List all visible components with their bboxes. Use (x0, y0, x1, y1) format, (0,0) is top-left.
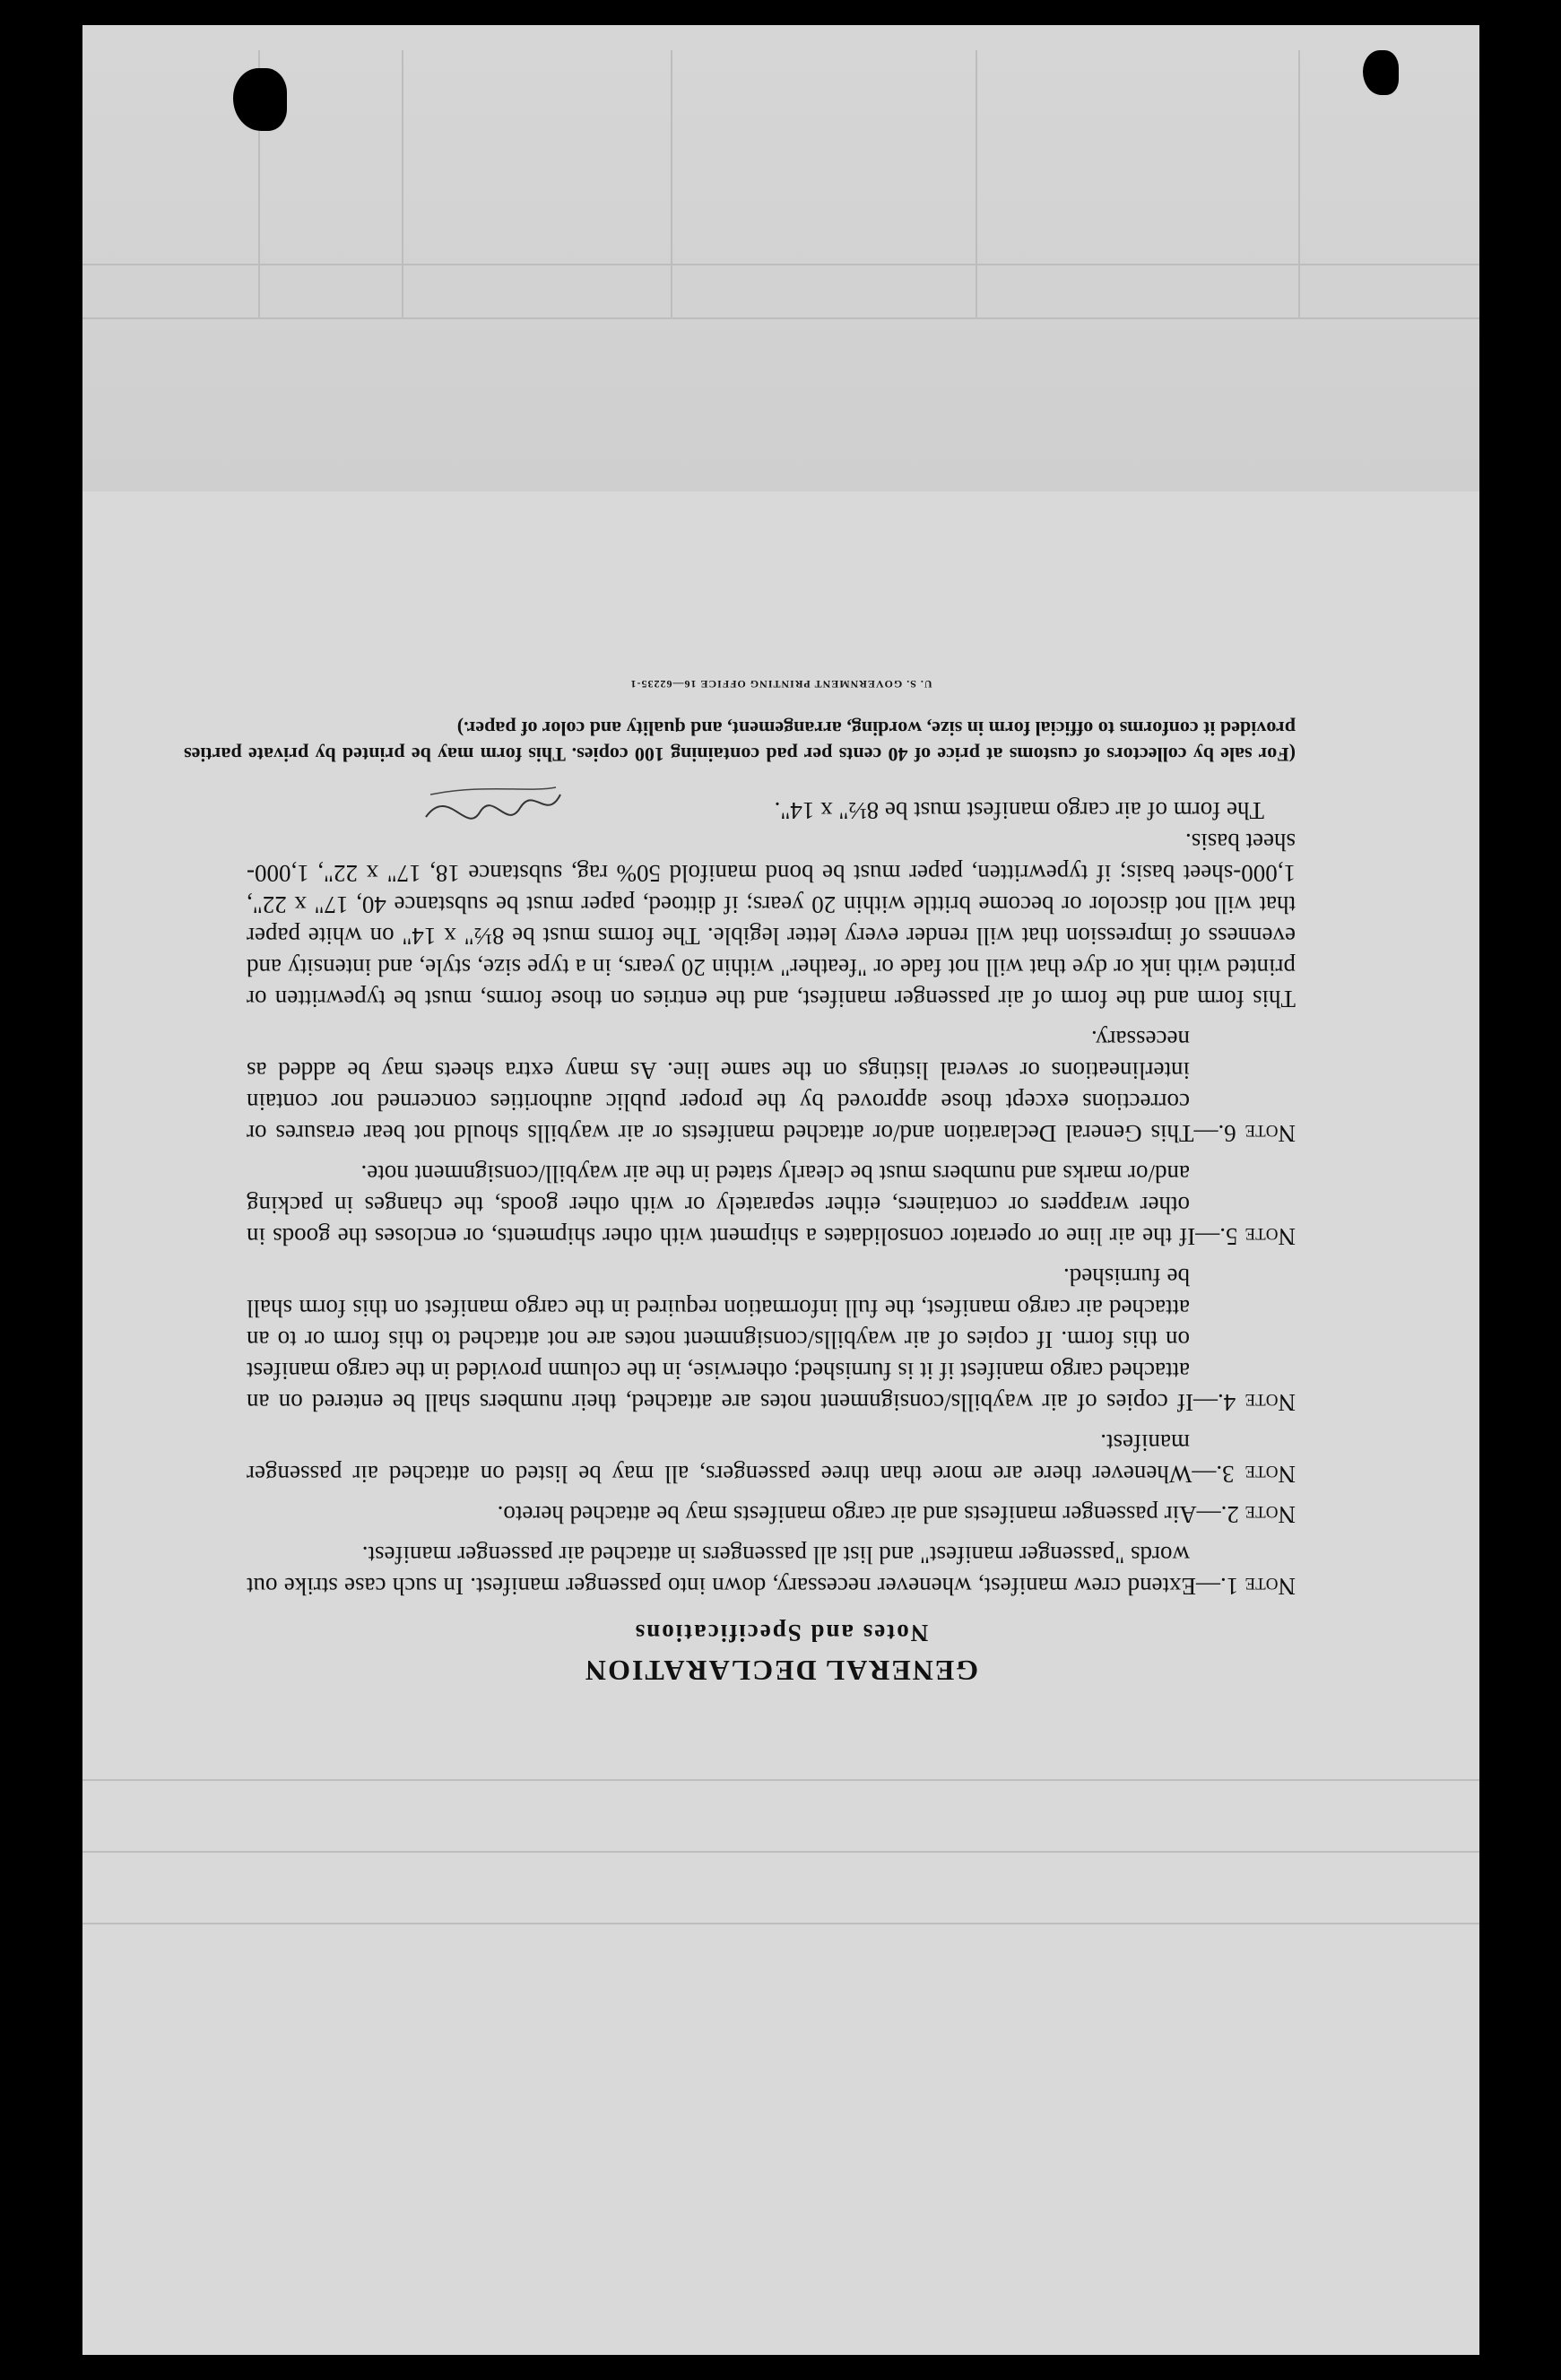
page-title: GENERAL DECLARATION (583, 1655, 979, 1687)
document-sheet (82, 25, 1479, 2355)
note-6: Note 6.—This General Declaration and/or attached manifests or air waybills should not bear erasures or corrections except those approved by the proper public authorities concerned nor contain interlineations or several listings on the same line. As many extra sheets may be added as necessary. (246, 1026, 1296, 1147)
bleed-line (82, 1779, 1479, 1781)
bleed-line (1298, 50, 1300, 319)
page-subtitle: Notes and Specifications (633, 1620, 929, 1646)
notes-section (247, 795, 1296, 1602)
note-3: Note 3.—Whenever there are more than three passengers, all may be listed on attached air passenger manifest. (247, 1429, 1296, 1488)
bleed-line (976, 50, 977, 319)
ink-blot (233, 68, 287, 131)
scanner-frame-right (1479, 0, 1561, 2380)
upside-down-page (82, 25, 1479, 2355)
handwritten-signature (421, 777, 565, 830)
form-specification: This form and the form of air passenger manifest, and the entries on those forms, must be typewritten or printed with ink or dye that will not fade or "feather" within 20 years, in a type size, style, and intensity and evenness of impression that will render every letter legible. The forms must be 8½" x 14" on white paper that will not discolor or become brittle within 20 years; if dittoed, paper must be substance 40, 17" x 22", 1,000-sheet basis; if typewritten, paper must be bond manifold 50% rag, substance 18, 17" x 22", 1,000-sheet basis. (247, 829, 1296, 1012)
bleed-line (82, 1851, 1479, 1853)
bleed-line (82, 264, 1479, 265)
bleed-line (82, 1923, 1479, 1924)
note-2: Note 2.—Air passenger manifests and air cargo manifests may be attached hereto. (497, 1501, 1296, 1528)
ink-blot (1363, 50, 1399, 95)
bleed-line (402, 50, 403, 319)
note-1: Note 1.—Extend crew manifest, whenever necessary, down into passenger manifest. In such case strike out words "passenger manifest" and list all passengers in attached air passenger manifest. (247, 1542, 1296, 1600)
bleed-line (82, 317, 1479, 319)
scanner-frame-left (0, 0, 82, 2380)
cargo-form-size: The form of air cargo manifest must be 8½" x 14". (774, 797, 1264, 824)
note-5: Note 5.—If the air line or operator consolidates a shipment with other shipments, or encloses the goods in other wrappers or containers, either separately or with other goods, the changes in packing and/or marks and numbers must be clearly stated in the air waybill/consignment note. (247, 1160, 1296, 1250)
bleed-line (671, 50, 672, 319)
note-4: Note 4.—If copies of air waybills/consignment notes are attached, their numbers shall be entered on an attached cargo manifest if it is furnished; otherwise, in the column provided in the cargo manifest on this form. If copies of air waybills/consignment notes are not attached to this form or to an attached air cargo manifest, the full information required in the cargo manifest on this form shall be furnished. (247, 1264, 1296, 1416)
bleed-through-area (82, 25, 1479, 491)
sale-note: (For sale by collectors of customs at price of 40 cents per pad containing 100 copies. This form may be printed by private parties provided it conforms to official form in size, wording, arrangement, and quality and color of paper.) (184, 717, 1296, 766)
printer-line: U. S. GOVERNMENT PRINTING OFFICE 16—62235-1 (629, 678, 932, 691)
